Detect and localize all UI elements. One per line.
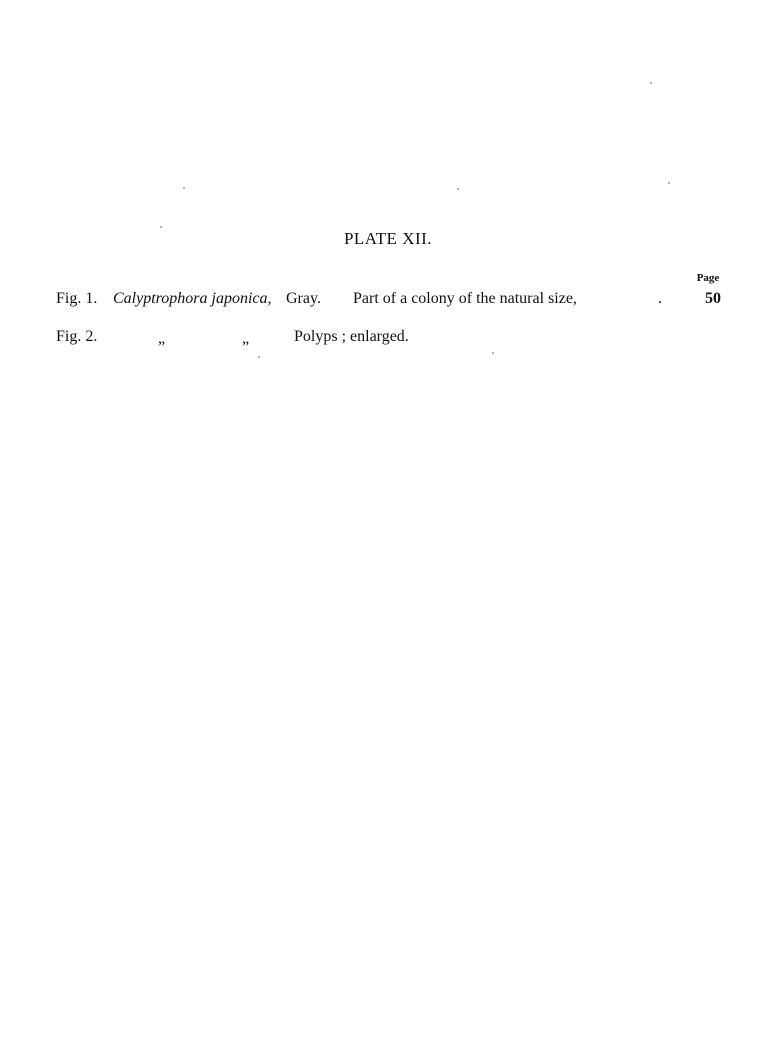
figure-description: Part of a colony of the natural size, [353, 290, 577, 307]
species-authority: Gray. [286, 290, 321, 307]
ditto-mark: „ [158, 330, 166, 347]
paper-speck [668, 182, 670, 184]
plate-title: PLATE XII. [343, 229, 433, 248]
figure-description: Polyps ; enlarged. [294, 328, 409, 345]
species-name: Calyptrophora japonica, [113, 290, 272, 307]
leader-dot: . [658, 290, 662, 307]
page-number: 50 [705, 290, 721, 307]
page-column-heading: Page [696, 272, 720, 284]
paper-speck [183, 187, 185, 189]
paper-speck [650, 82, 652, 84]
paper-speck [492, 352, 494, 354]
ditto-mark: „ [242, 330, 250, 347]
paper-speck [160, 226, 162, 228]
figure-label: Fig. 1. [56, 290, 98, 307]
figure-label: Fig. 2. [56, 328, 98, 345]
paper-speck [258, 356, 260, 358]
paper-speck [457, 188, 459, 190]
